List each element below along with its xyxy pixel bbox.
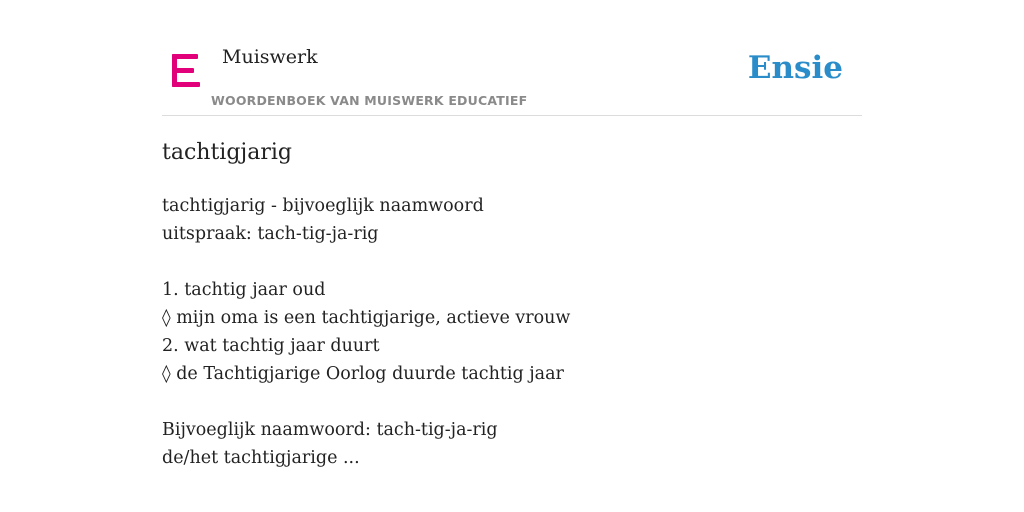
logo-bar-stem	[172, 54, 177, 87]
definition-line: ◊ de Tachtigjarige Oorlog duurde tachtig jaar	[162, 364, 564, 384]
definition-line: de/het tachtigjarige ...	[162, 448, 360, 468]
definition-line: 1. tachtig jaar oud	[162, 280, 326, 300]
definition-line: uitspraak: tach-tig-ja-rig	[162, 224, 379, 244]
definition-line: ◊ mijn oma is een tachtigjarige, actieve vrouw	[162, 308, 571, 328]
entry-title: tachtigjarig	[162, 140, 292, 165]
definition-line: 2. wat tachtig jaar duurt	[162, 336, 380, 356]
tagline: WOORDENBOEK VAN MUISWERK EDUCATIEF	[211, 93, 528, 108]
header-divider	[162, 115, 862, 116]
definition-line: Bijvoeglijk naamwoord: tach-tig-ja-rig	[162, 420, 498, 440]
entry-definition	[162, 192, 570, 472]
definition-line	[162, 248, 570, 276]
brand-name[interactable]: Muiswerk	[222, 46, 318, 68]
muiswerk-logo-icon	[172, 54, 200, 88]
ensie-logo[interactable]: Ensie	[747, 50, 843, 86]
definition-line	[162, 388, 570, 416]
definition-line: tachtigjarig - bijvoeglijk naamwoord	[162, 196, 484, 216]
